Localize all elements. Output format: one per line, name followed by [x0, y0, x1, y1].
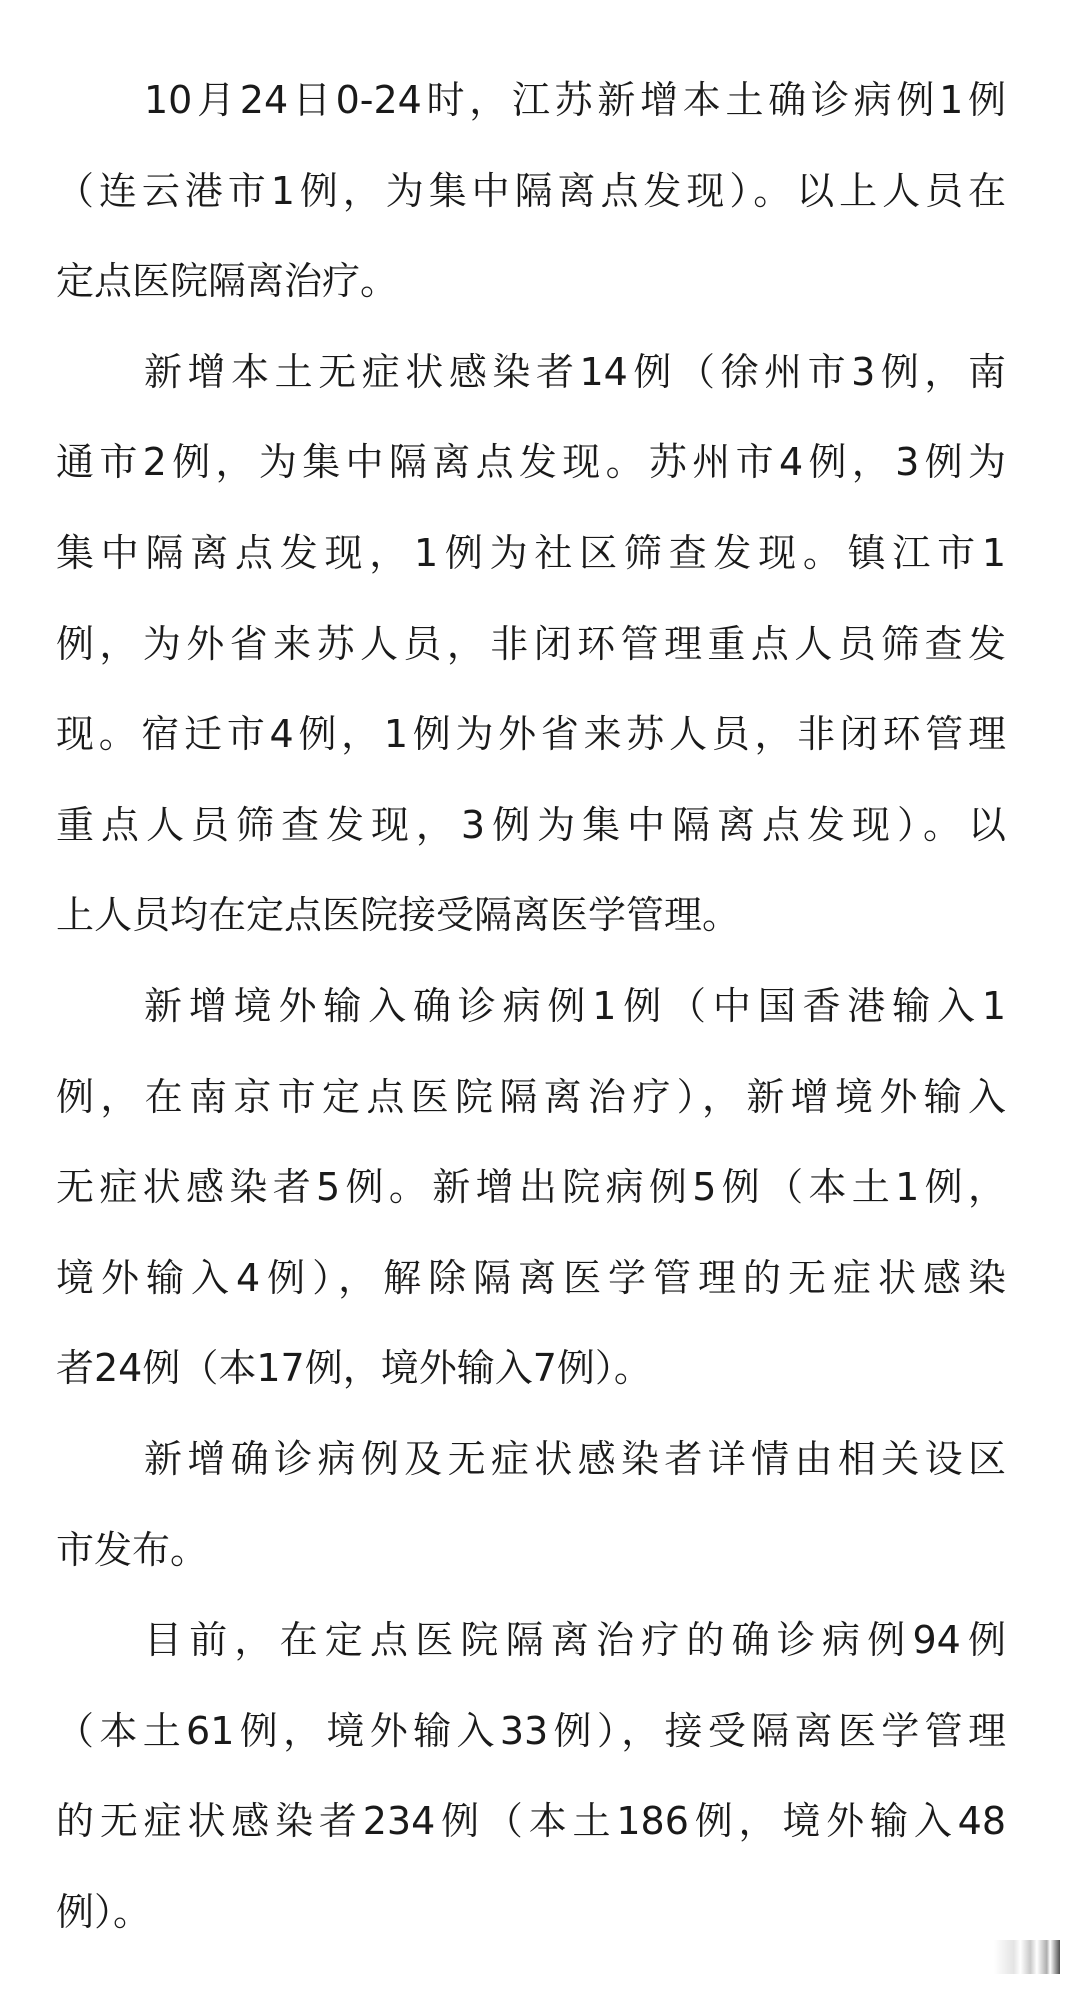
paragraph [56, 961, 1006, 1414]
paragraph [56, 1414, 1006, 1595]
text-line: 境外输入4例），解除隔离医学管理的无症状感染 [56, 1255, 1006, 1300]
text-line: 通市2例，为集中隔离点发现。苏州市4例，3例为 [56, 440, 1006, 485]
paragraph [56, 55, 1006, 327]
text-line: 10月24日0-24时，江苏新增本土确诊病例1例 [144, 78, 1006, 122]
text-line: 集中隔离点发现，1例为社区筛查发现。镇江市1 [56, 530, 1006, 575]
text-line: 目前，在定点医院隔离治疗的确诊病例94例 [144, 1618, 1006, 1663]
text-line: 无症状感染者5例。新增出院病例5例（本土1例， [56, 1165, 1006, 1210]
text-line: 重点人员筛查发现，3例为集中隔离点发现）。以 [56, 802, 1006, 847]
text-line: 者24例（本17例，境外输入7例）。 [56, 1346, 652, 1391]
text-line: 新增确诊病例及无症状感染者详情由相关设区 [144, 1436, 1006, 1481]
watermark-logo [994, 1940, 1060, 1974]
text-line: 的无症状感染者234例（本土186例，境外输入48 [56, 1799, 1006, 1844]
paragraph [56, 1595, 1006, 1957]
text-line: 例）。 [56, 1889, 152, 1934]
text-line: 新增本土无症状感染者14例（徐州市3例，南 [144, 349, 1006, 394]
text-line: 定点医院隔离治疗。 [56, 259, 399, 304]
text-line: 新增境外输入确诊病例1例（中国香港输入1 [144, 983, 1006, 1028]
text-line: 上人员均在定点医院接受隔离医学管理。 [56, 893, 741, 938]
text-line: （连云港市1例，为集中隔离点发现）。以上人员在 [56, 168, 1006, 213]
paragraph [56, 327, 1006, 961]
text-line: 现。宿迁市4例，1例为外省来苏人员，非闭环管理 [56, 712, 1006, 757]
text-line: 例，为外省来苏人员，非闭环管理重点人员筛查发 [56, 621, 1006, 666]
article-body [56, 55, 1006, 1957]
text-line: 例，在南京市定点医院隔离治疗），新增境外输入 [56, 1074, 1006, 1119]
text-line: 市发布。 [56, 1527, 209, 1572]
text-line: （本土61例，境外输入33例），接受隔离医学管理 [56, 1708, 1006, 1753]
